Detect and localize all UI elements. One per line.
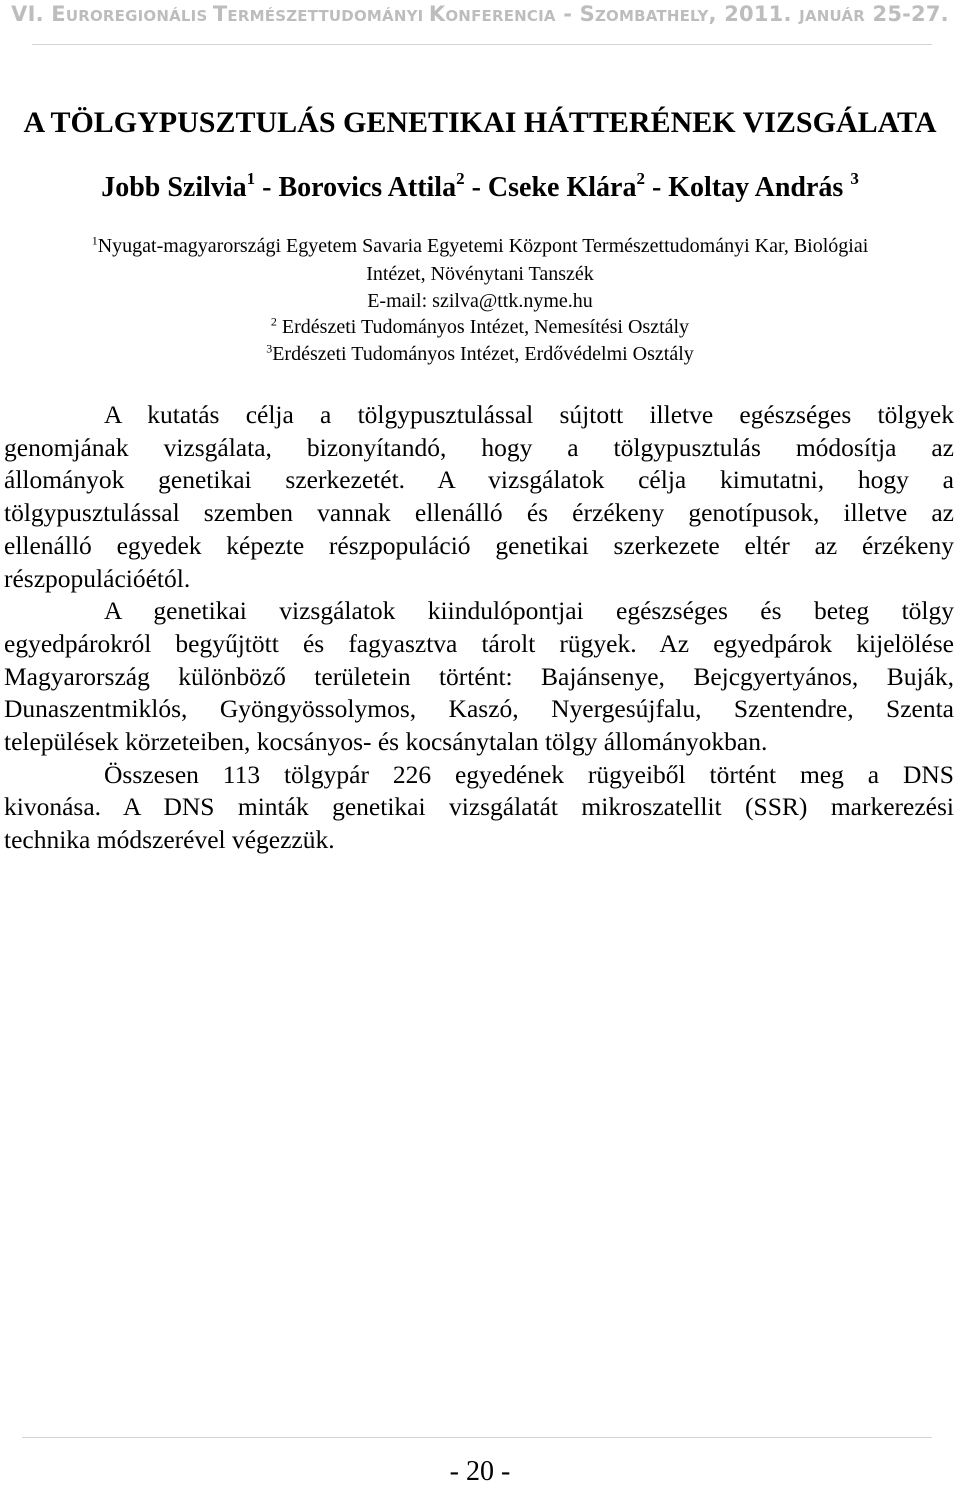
text-line: Összesen 113 tölgypár 226 egyedének rügyeiből történt meg a DNS bbox=[104, 759, 954, 789]
paper-title: A TÖLGYPUSZTULÁS GENETIKAI HÁTTERÉNEK VIZSGÁLATA bbox=[23, 106, 937, 139]
affiliation-email bbox=[0, 288, 960, 315]
text-line: A genetikai vizsgálatok kiindulópontjai egészséges és beteg tölgy bbox=[104, 596, 954, 626]
text-line: állományok genetikai szerkezetét. A vizsgálatok célja kimutatni, hogy a bbox=[4, 465, 954, 495]
affiliation-mark: 3 bbox=[266, 341, 273, 356]
abstract-paragraph bbox=[4, 595, 954, 759]
affiliation-mark: 2 bbox=[270, 314, 277, 329]
header-part: ERMÉSZETTUDOMÁNYI bbox=[227, 7, 429, 25]
author-separator: - bbox=[644, 172, 669, 203]
text-line: technika módszerével végezzük. bbox=[4, 825, 335, 855]
affiliation-text: Intézet, Növénytani Tanszék bbox=[366, 263, 594, 285]
text-line: Dunaszentmiklós, Gyöngyössolymos, Kaszó, Nyergesújfalu, Szentendre, Szenta bbox=[4, 694, 954, 724]
author-affiliation-mark: 2 bbox=[456, 168, 465, 188]
header-part: , 2011. bbox=[708, 2, 800, 26]
author-affiliation-mark: 2 bbox=[636, 168, 645, 188]
affiliation-text: Erdészeti Tudományos Intézet, Erdővédelmi Osztály bbox=[272, 343, 694, 365]
author-separator: - bbox=[464, 172, 488, 203]
header-part: K bbox=[428, 2, 446, 26]
text-line: részpopulációétól. bbox=[4, 563, 191, 593]
abstract-paragraph bbox=[4, 759, 954, 857]
author-list bbox=[0, 168, 960, 204]
text-line: genomjának vizsgálata, bizonyítandó, hogy a tölgypusztulás módosítja az bbox=[4, 432, 954, 462]
header-part: VI. E bbox=[11, 2, 66, 26]
author-affiliation-mark: 3 bbox=[850, 168, 859, 188]
author-affiliation-mark: 1 bbox=[246, 168, 256, 188]
author-name: Cseke Klára bbox=[487, 172, 637, 203]
email-text: E-mail: szilva@ttk.nyme.hu bbox=[367, 290, 593, 312]
author-separator: - bbox=[255, 172, 279, 203]
affiliation-line bbox=[0, 261, 960, 288]
abstract-paragraph bbox=[4, 399, 954, 595]
text-line: egyedpárokról begyűjtött és fagyasztva tárolt rügyek. Az egyedpárok kijelölése bbox=[4, 628, 954, 658]
text-line: A kutatás célja a tölgypusztulással sújtott illetve egészséges tölgyek bbox=[104, 400, 954, 429]
affiliation-text: Nyugat-magyarországi Egyetem Savaria Egyetemi Központ Természettudományi Kar, Biológiai bbox=[97, 235, 869, 257]
text-line: kivonása. A DNS minták genetikai vizsgálatát mikroszatellit (SSR) markerezési bbox=[4, 792, 954, 822]
header-part: - S bbox=[555, 2, 595, 26]
header-part: JANUÁR bbox=[799, 7, 865, 25]
header-part: ZOMBATHELY bbox=[594, 7, 709, 25]
header-divider bbox=[32, 44, 932, 45]
text-line: Magyarország különböző területein történt: Bajánsenye, Bejcgyertyános, Buják, bbox=[4, 661, 954, 691]
affiliation-text: Erdészeti Tudományos Intézet, Nemesítési Osztály bbox=[276, 316, 690, 338]
text-line: települések körzeteiben, kocsányos- és kocsánytalan tölgy állományokban. bbox=[4, 727, 768, 757]
affiliation-line bbox=[0, 233, 960, 260]
header-part: 25-27. bbox=[865, 2, 949, 26]
header-part: UROREGIONÁLIS bbox=[65, 7, 213, 25]
text-line: tölgypusztulással szemben vannak ellenálló és érzékeny genotípusok, illetve az bbox=[4, 498, 954, 528]
footer-divider bbox=[22, 1437, 932, 1438]
author-name: Jobb Szilvia bbox=[101, 172, 247, 203]
abstract-body bbox=[4, 399, 954, 857]
conference-header bbox=[0, 2, 960, 26]
affiliation-line bbox=[0, 314, 960, 341]
header-part: T bbox=[212, 2, 228, 26]
affiliation-mark: 1 bbox=[91, 233, 98, 248]
author-name: Borovics Attila bbox=[278, 172, 457, 203]
text-line: ellenálló egyedek képezte részpopuláció genetikai szerkezete eltér az érzékeny bbox=[4, 530, 954, 560]
page-number: - 20 - bbox=[449, 1456, 511, 1487]
header-part: ONFERENCIA bbox=[445, 7, 556, 25]
affiliation-line bbox=[0, 341, 960, 368]
author-name: Koltay András bbox=[668, 172, 851, 203]
